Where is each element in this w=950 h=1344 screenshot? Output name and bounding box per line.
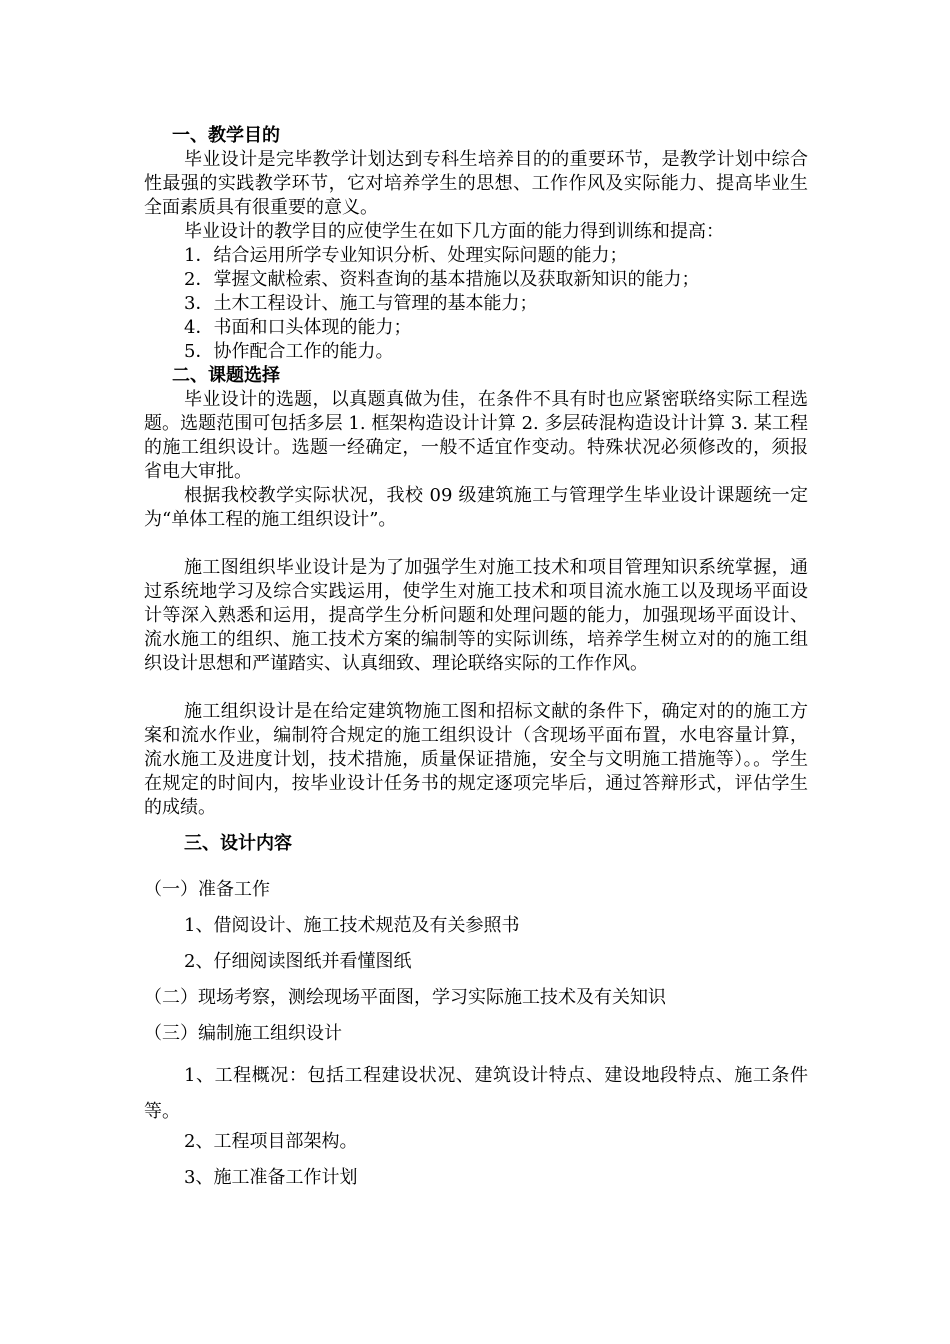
list-item: 1、工程概况：包括工程建设状况、建筑设计特点、建设地段特点、施工条件等。 [144, 1065, 808, 1122]
blank-line [144, 676, 808, 700]
paragraph: 毕业设计的教学目的应使学生在如下几方面的能力得到训练和提高： [184, 221, 724, 242]
section-heading-topic-selection: 二、课题选择 [172, 365, 280, 386]
list-item: 2、工程项目部架构。 [184, 1131, 358, 1152]
list-item: 2．掌握文献检索、资料查询的基本措施以及获取新知识的能力； [184, 269, 700, 290]
list-item: 1．结合运用所学专业知识分析、处理实际问题的能力； [184, 245, 628, 266]
subsection-heading: （一）准备工作 [144, 879, 270, 900]
list-item: 5．协作配合工作的能力。 [184, 341, 394, 362]
paragraph: 根据我校教学实际状况，我校 09 级建筑施工与管理学生毕业设计课题统一定为“单体工程的施工组织设计”。 [144, 485, 808, 530]
list-item: 4．书面和口头体现的能力； [184, 317, 412, 338]
paragraph: 施工图组织毕业设计是为了加强学生对施工技术和项目管理知识系统掌握，通过系统地学习及综合实践运用，使学生对施工技术和项目流水施工以及现场平面设计等深入熟悉和运用，提高学生分析问题和处理问题的能力，加强现场平面设计、流水施工的组织、施工技术方案的编制等的实际训练，培养学生树立对的的施工组织设计思想和严谨踏实、认真细致、理论联络实际的工作作风。 [144, 557, 808, 674]
paragraph: 施工组织设计是在给定建筑物施工图和招标文献的条件下，确定对的的施工方案和流水作业，编制符合规定的施工组织设计（含现场平面布置，水电容量计算，流水施工及进度计划，技术措施，质量保证措施，安全与文明施工措施等）。。学生在规定的时间内，按毕业设计任务书的规定逐项完毕后，通过答辩形式，评估学生的成绩。 [144, 701, 808, 818]
list-item: 2、仔细阅读图纸并看懂图纸 [184, 951, 412, 972]
document-body [144, 124, 808, 1202]
subsection-heading: （三）编制施工组织设计 [144, 1023, 342, 1044]
paragraph: 毕业设计是完毕教学计划达到专科生培养目的的重要环节，是教学计划中综合性最强的实践教学环节，它对培养学生的思想、工作作风及实际能力、提高毕业生全面素质具有很重要的意义。 [144, 149, 808, 218]
paragraph: 毕业设计的选题，以真题真做为佳，在条件不具有时也应紧密联络实际工程选题。选题范围可包括多层 1. 框架构造设计计算 2. 多层砖混构造设计计算 3. 某工程的施工组织设计。选题一经确定，一般不适宜作变动。特殊状况必须修改的，须报省电大审批。 [144, 389, 808, 482]
list-item: 3、施工准备工作计划 [184, 1167, 358, 1188]
blank-line [144, 532, 808, 556]
list-item: 3．土木工程设计、施工与管理的基本能力； [184, 293, 538, 314]
list-item: 1、借阅设计、施工技术规范及有关参照书 [184, 915, 520, 936]
section-heading-teaching-goal: 一、教学目的 [172, 125, 280, 146]
subsection-heading: （二）现场考察，测绘现场平面图，学习实际施工技术及有关知识 [144, 987, 666, 1008]
section-heading-design-content: 三、设计内容 [184, 833, 292, 854]
